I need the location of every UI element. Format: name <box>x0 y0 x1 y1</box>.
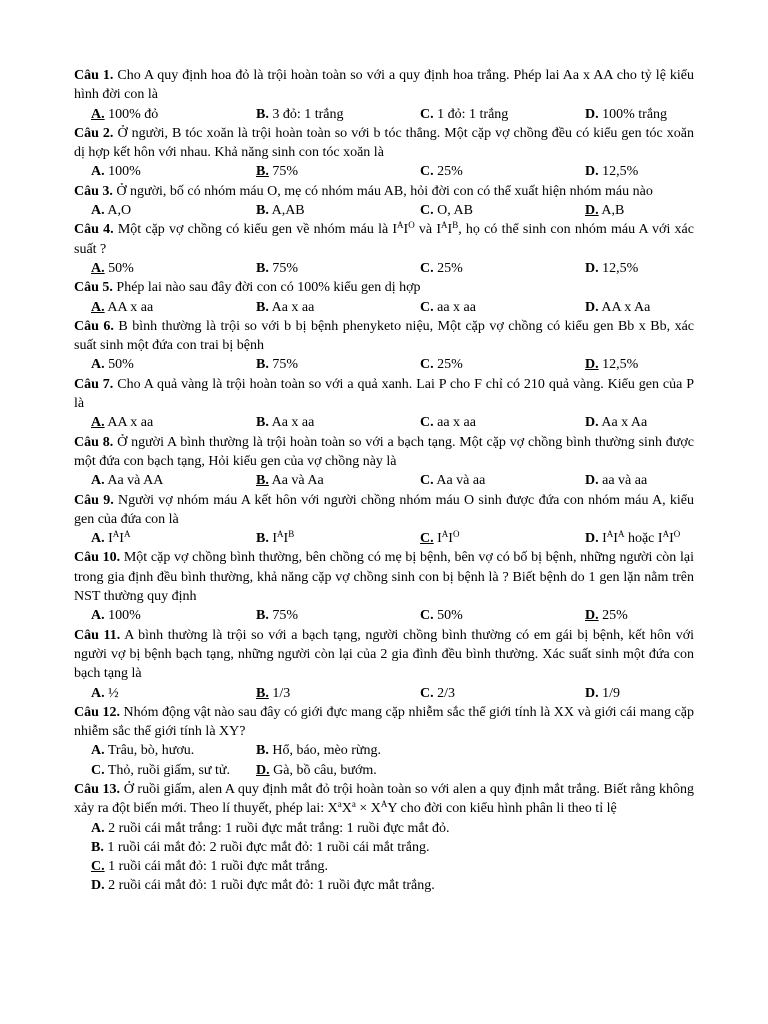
option-a: A. 100% đỏ <box>91 106 159 122</box>
option-b: B. 75% <box>256 260 299 276</box>
question-5 <box>74 278 694 297</box>
question-label: Câu 9. <box>74 492 114 508</box>
option-b: B. $I^AI^B$ <box>256 529 295 547</box>
question-text: Ở người, B tóc xoăn là trội hoàn toàn so với b tóc thẳng. Một cặp vợ chồng đều có kiểu gen tóc xoăn dị hợp kết hôn với nhau. Khả năng sinh con tóc xoăn là <box>74 125 695 161</box>
options-row <box>74 684 694 703</box>
option-b: B. Aa x aa <box>256 415 315 431</box>
option-b: B. A,AB <box>256 203 305 219</box>
question-label: Câu 12. <box>74 704 120 720</box>
option-d: D. Gà, bồ câu, bướm. <box>256 762 377 778</box>
question-text: Một cặp vợ chồng bình thường, bên chồng có mẹ bị bệnh, bên vợ có bố bị bệnh, những người còn lại trong gia định đều bình thường, khả năng cặp vợ chồng sinh con bị bệnh là ? Biết bệnh do 1 gen lặn nằm trên NST thường quy định <box>74 550 694 605</box>
options-row <box>74 355 694 374</box>
option-a: A. A,O <box>91 203 132 219</box>
option-b: B. 75% <box>256 164 299 180</box>
option-b: B. 75% <box>256 608 299 624</box>
option-a: A. 2 ruồi cái mắt trắng: 1 ruồi đực mắt trắng: 1 ruồi đực mắt đỏ. <box>91 820 450 836</box>
question-text: Cho A quả vàng là trội hoàn toàn so với a quả xanh. Lai P cho F chỉ có 210 quả vàng. Kiểu gen của P là <box>74 376 694 412</box>
option-b: B. Aa và Aa <box>256 473 324 489</box>
question-label: Câu 11. <box>74 627 121 643</box>
option-a: A. AA x aa <box>91 415 154 431</box>
option-a: A. 50% <box>91 357 134 373</box>
question-text: Nhóm động vật nào sau đây có giới đực mang cặp nhiễm sắc thể giới tính là XX và giới cái mang cặp nhiễm sắc thể giới tính là XY? <box>74 704 695 740</box>
question-11 <box>74 626 694 684</box>
option-c: C. Thỏ, ruồi giấm, sư tử. <box>91 762 230 778</box>
option-d: D. 12,5% <box>585 164 639 180</box>
question-label: Câu 6. <box>74 318 114 334</box>
question-label: Câu 1. <box>74 68 114 83</box>
option-d: D. $I^AI^A$ hoặc $I^AI^O$ <box>585 529 681 547</box>
question-label: Câu 8. <box>74 434 114 450</box>
option-d: D. 2 ruồi cái mắt đỏ: 1 ruồi đực mắt đỏ: 1 ruồi đực mắt trắng. <box>91 878 435 894</box>
question-text: Phép lai nào sau đây đời con có 100% kiểu gen dị hợp <box>116 280 421 296</box>
question-label: Câu 13. <box>74 781 121 797</box>
question-text: Người vợ nhóm máu A kết hôn với người chồng nhóm máu O sinh được đứa con nhóm máu A, kiểu gen của đứa con là <box>74 492 695 527</box>
option-a: A. AA x aa <box>91 299 154 315</box>
options-row <box>74 606 694 625</box>
option-d: D. Aa x Aa <box>585 415 648 431</box>
question-list <box>74 66 694 896</box>
options-row <box>74 529 694 548</box>
option-c: C. Aa và aa <box>420 473 486 489</box>
option-b: B. 1 ruồi cái mắt đỏ: 2 ruồi đực mắt đỏ: 1 ruồi cái mắt trắng. <box>91 839 430 855</box>
option-c: C. aa x aa <box>420 415 476 431</box>
option-d: D. 100% trắng <box>585 106 668 122</box>
option-d: D. 12,5% <box>585 260 639 276</box>
option-b: B. 75% <box>256 357 299 373</box>
question-4 <box>74 220 694 259</box>
question-2 <box>74 124 694 163</box>
option-a: A. Trâu, bò, hươu. <box>91 743 195 759</box>
option-d: D. AA x Aa <box>585 299 651 315</box>
option-c: C. 25% <box>420 357 463 373</box>
question-10 <box>74 548 694 606</box>
question-3 <box>74 182 694 201</box>
question-text: A bình thường là trội so với a bạch tạng, người chồng bình thường có em gái bị bệnh, kết hôn với người vợ bị bệnh bạch tạng, những người còn lại của 2 gia đình đều bình thường. Xác suất sinh một đứa con bạch tạng là <box>74 627 694 682</box>
option-a: A. 100% <box>91 164 141 180</box>
option-a: A. Aa và AA <box>91 473 164 489</box>
question-label: Câu 3. <box>74 183 113 199</box>
option-b: B. 1/3 <box>256 685 291 701</box>
options-row <box>74 298 694 317</box>
options-row <box>74 105 694 124</box>
question-text: Ở người, bố có nhóm máu O, mẹ có nhóm máu AB, hỏi đời con có thể xuất hiện nhóm máu nào <box>116 183 653 199</box>
option-a: A. 100% <box>91 608 141 624</box>
option-b: B. 3 đỏ: 1 trắng <box>256 106 344 122</box>
question-label: Câu 10. <box>74 550 121 566</box>
option-d: D. A,B <box>585 203 625 219</box>
option-d: D. 12,5% <box>585 357 639 373</box>
options-row <box>74 413 694 432</box>
option-a: A. 50% <box>91 260 134 276</box>
options-row <box>74 741 694 760</box>
question-1 <box>74 66 694 105</box>
question-text: Cho A quy định hoa đỏ là trội hoàn toàn so với a quy định hoa trắng. Phép lai Aa x AA cho tỷ lệ kiểu hình đời con là <box>74 68 695 103</box>
option-c: C. 1 đỏ: 1 trắng <box>420 106 509 122</box>
option-b: B. Aa x aa <box>256 299 315 315</box>
question-text: Một cặp vợ chồng có kiểu gen về nhóm máu là $I^AI^O$ và $I^AI^B$, họ có thể sinh con nhóm máu A với xác suất ? <box>74 220 694 257</box>
option-a: A. $I^AI^A$ <box>91 529 131 547</box>
option-c: C. 1 ruồi cái mắt đỏ: 1 ruồi đực mắt trắng. <box>91 859 328 875</box>
question-text: B bình thường là trội so với b bị bệnh phenyketo niệu, Một cặp vợ chồng có kiểu gen Bb x Bb, xác suất sinh một đứa con trai bị bệnh <box>74 318 695 354</box>
options-row <box>74 471 694 490</box>
options-row <box>74 162 694 181</box>
question-9 <box>74 491 694 530</box>
option-c: C. 25% <box>420 260 463 276</box>
option-c: C. 50% <box>420 608 463 624</box>
options-row <box>74 259 694 278</box>
option-d: D. 25% <box>585 608 628 624</box>
question-8 <box>74 433 694 472</box>
option-c: C. aa x aa <box>420 299 476 315</box>
option-c: C. 25% <box>420 164 463 180</box>
option-d: D. aa và aa <box>585 473 648 489</box>
question-text: Ở ruồi giấm, alen A quy định mắt đỏ trội hoàn toàn so với alen a quy định mắt trắng. Biết rằng không xảy ra đột biến mới. Theo lí thuyết, phép lai: $X^aX^a \times X^AY$ cho đời con kiểu hình phân li theo tỉ lệ <box>74 781 695 817</box>
question-label: Câu 5. <box>74 280 113 296</box>
question-12 <box>74 703 694 742</box>
question-6 <box>74 317 694 356</box>
question-label: Câu 4. <box>74 222 114 238</box>
option-c: C. 2/3 <box>420 685 456 701</box>
option-c: C. $I^AI^O$ <box>420 529 460 547</box>
options-row <box>74 761 694 780</box>
option-d: D. 1/9 <box>585 685 621 701</box>
option-c: C. O, AB <box>420 203 473 219</box>
option-b: B. Hổ, báo, mèo rừng. <box>256 743 382 759</box>
option-a: A. ½ <box>91 685 119 701</box>
question-label: Câu 2. <box>74 125 114 141</box>
options-row <box>74 201 694 220</box>
question-7 <box>74 375 694 414</box>
question-label: Câu 7. <box>74 376 114 392</box>
question-13 <box>74 780 694 819</box>
question-text: Ở người A bình thường là trội hoàn toàn so với a bạch tạng. Một cặp vợ chồng bình thường sinh được một đứa con bạch tạng, Hỏi kiểu gen của vợ chồng này là <box>74 434 695 469</box>
